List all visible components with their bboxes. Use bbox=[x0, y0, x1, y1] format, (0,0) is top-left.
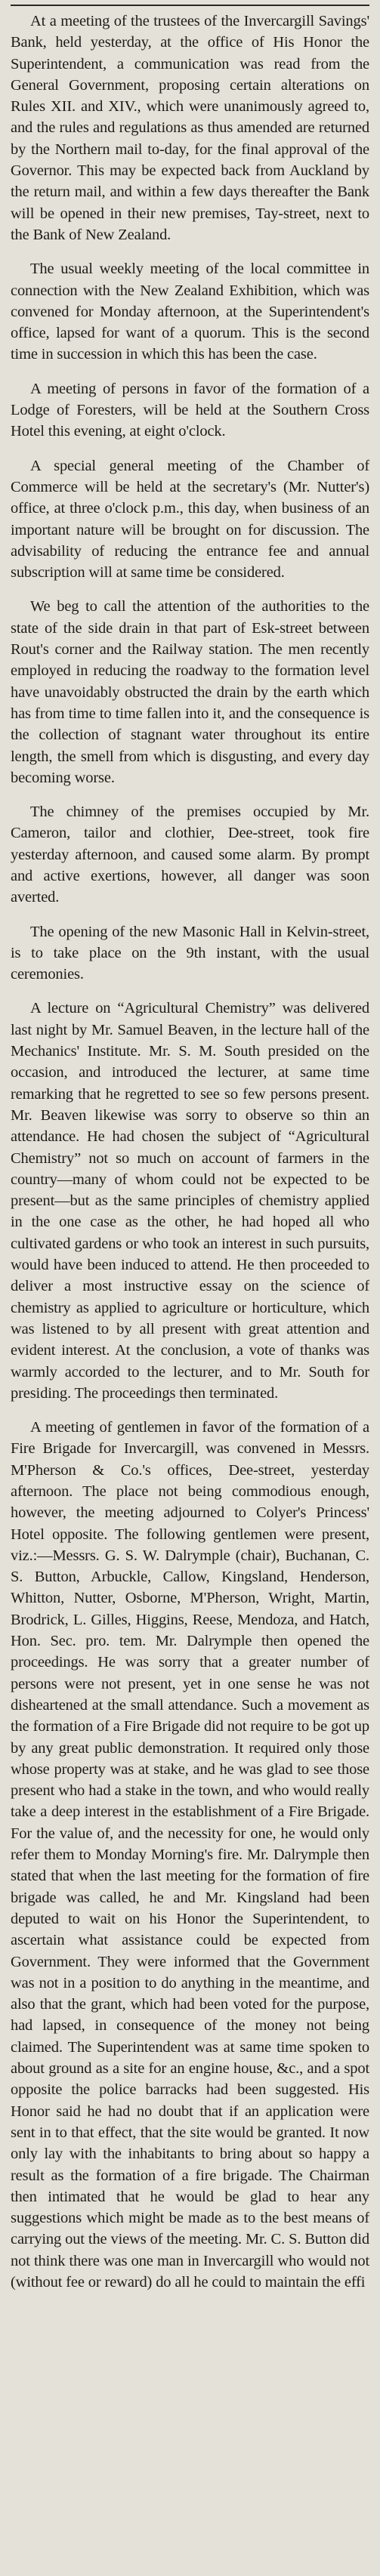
news-paragraph-exhibition-committee: The usual weekly meeting of the local committee in connection with the New Zealand Exhibition, which was convened for Monday afternoon, at the Superintendent's office, lapsed for want of a quorum. This is the second time in succession in which this has been the case. bbox=[11, 261, 369, 363]
news-paragraph-agricultural-chemistry-lecture: A lecture on “Agricultural Chemistry” was delivered last night by Mr. Samuel Beaven, in the lecture hall of the Mechanics' Institute. Mr. S. M. South presided on the occasion, and introduced the lecturer, at same time remarking that he regretted to see so few persons present. Mr. Beaven likewise was sorry to observe so thin an attendance. He had chosen the subject of “Agricultural Chemistry” not so much on account of farmers in the country—many of whom could not be expected to be present—but as the same principles of chemistry applied in the one case as the other, he had hoped all who cultivated gardens or who took an interest in such pursuits, would have been induced to attend. He then proceeded to deliver a most instructive essay on the science of chemistry as applied to agriculture or horticulture, which was listened to by all present with great attention and evident interest. At the conclusion, a vote of thanks was warmly accorded to the lecturer, and to Mr. South for presiding. The proceedings then terminated. bbox=[11, 1000, 369, 1402]
news-paragraph-chimney-fire: The chimney of the premises occupied by Mr. Cameron, tailor and clothier, Dee-street, took fire yesterday afternoon, and caused some alarm. By prompt and active exertions, however, all danger was soon averted. bbox=[11, 804, 369, 906]
news-paragraph-fire-brigade-meeting: A meeting of gentlemen in favor of the formation of a Fire Brigade for Invercargill, was convened in Messrs. M'Pherson & Co.'s offices, Dee-street, yesterday afternoon. The place not being commodious enough, however, the meeting adjourned to Colyer's Princess' Hotel opposite. The following gentlemen were present, viz.:—Messrs. G. S. W. Dalrymple (chair), Buchanan, C. S. Button, Arbuckle, Callow, Kingsland, Henderson, Whitton, Nutter, Osborne, M'Pherson, Wright, Martin, Brodrick, L. Gilles, Higgins, Reese, Mendoza, and Hatch, Hon. Sec. pro. tem. Mr. Dalrymple then opened the proceedings. He was sorry that a greater number of persons were not present, yet in one sense he was not disheartened at the small attendance. Such a movement as the formation of a Fire Brigade did not require to be got up by any great public demonstration. It required only those whose property was at stake, and he was glad to see those present who had a stake in the town, and who would really take a deep interest in the establishment of a Fire Brigade. For the value of, and the necessity for one, he would only refer them to Monday Morning's fire. Mr. Dalrymple then stated that when the last meeting for the formation of fire brigade was called, he and Mr. Kingsland had been deputed to wait on his Honor the Superintendent, to ascertain what assistance could be expected from Government. They were informed that the Government was not in a position to do anything in the meantime, and also that the grant, which had been voted for the purpose, had lapsed, in consequence of the money not being claimed. The Superintendent was at same time spoken to about ground as a site for an engine house, &c., and a spot opposite the police barracks had been suggested. His Honor said he had no doubt that if an application were sent in to that effect, that the site would be granted. It now only lay with the inhabitants to bring about so happy a result as the formation of a fire brigade. The Chairman then intimated that he would be glad to hear any suggestions which might be made as to the best means of carrying out the views of the meeting. Mr. C. S. Button did not think there was one man in Invercargill who would not (without fee or reward) do all he could to maintain the effi bbox=[11, 1419, 369, 2291]
news-paragraph-savings-bank: At a meeting of the trustees of the Invercargill Savings' Bank, held yesterday, at the office of His Honor the Superintendent, a communication was read from the General Government, proposing certain alterations on Rules XII. and XIV., which were unanimously agreed to, and the rules and regulations as thus amended are returned by the Northern mail to-day, for the final approval of the Governor. This may be expected back from Auckland by the return mail, and within a few days thereafter the Bank will be opened in their new premises, Tay-street, next to the Bank of New Zealand. bbox=[11, 13, 369, 243]
news-paragraph-esk-street-drain: We beg to call the attention of the authorities to the state of the side drain in that part of Esk-street between Rout's corner and the Railway station. The men recently employed in reducing the roadway to the formation level have unavoidably obstructed the drain by the earth which has from time to time fallen into it, and the consequence is the collection of stagnant water throughout its entire length, the smell from which is disgusting, and every day becoming worse. bbox=[11, 598, 369, 786]
newspaper-column bbox=[11, 5, 369, 2565]
news-paragraph-masonic-hall: The opening of the new Masonic Hall in Kelvin-street, is to take place on the 9th instant, with the usual ceremonies. bbox=[11, 923, 369, 983]
column-top-rule bbox=[11, 5, 369, 6]
news-paragraph-foresters: A meeting of persons in favor of the formation of a Lodge of Foresters, will be held at the Southern Cross Hotel this evening, at eight o'clock. bbox=[11, 380, 369, 440]
news-paragraph-chamber-of-commerce: A special general meeting of the Chamber of Commerce will be held at the secretary's (Mr. Nutter's) office, at three o'clock p.m., this day, when business of an important nature will be brought on for discussion. The advisability of reducing the entrance fee and annual subscription will at same time be considered. bbox=[11, 457, 369, 582]
